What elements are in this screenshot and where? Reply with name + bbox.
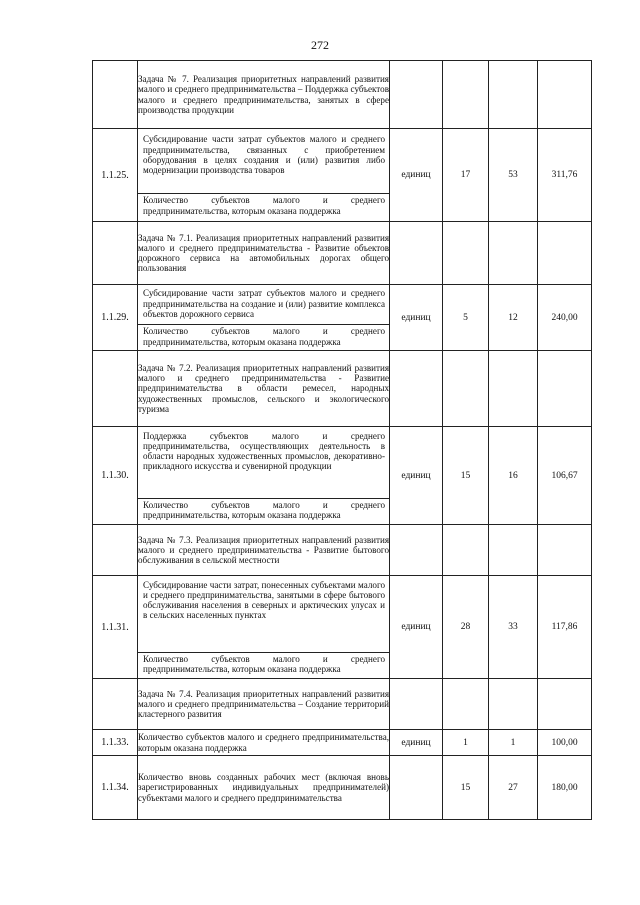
unit-cell: единиц — [390, 285, 443, 351]
unit-cell — [390, 756, 443, 820]
value-cell: 12 — [489, 285, 538, 351]
empty-cell — [538, 61, 592, 129]
value-cell: 240,00 — [538, 285, 592, 351]
indicator-text: Количество субъектов малого и среднего предпринимательства, которым оказана поддержка — [143, 653, 385, 674]
task-row — [93, 222, 592, 285]
indicator-text: Количество субъектов малого и среднего предпринимательства, которым оказана поддержка — [138, 730, 390, 756]
row-number: 1.1.34. — [93, 756, 138, 820]
empty-cell — [93, 679, 138, 730]
measure-text: Субсидирование части затрат субъектов малого и среднего предпринимательства, связанных с приобретением оборудования в целях создания и (или) развития либо модернизации производства товаров — [143, 134, 385, 175]
empty-cell — [443, 525, 489, 576]
measure-text-wrap — [138, 579, 389, 652]
page-number: 272 — [311, 38, 329, 52]
empty-cell — [489, 525, 538, 576]
value-cell: 106,67 — [538, 427, 592, 525]
indicator-row — [93, 427, 592, 525]
value-cell: 27 — [489, 756, 538, 820]
indicator-text-wrap — [138, 652, 389, 675]
measure-text-wrap — [138, 287, 389, 324]
task-row — [93, 351, 592, 427]
empty-cell — [538, 679, 592, 730]
measure-text: Поддержка субъектов малого и среднего предпринимательства, осуществляющих деятельность в области народных художественных промыслов, декоративно-прикладного искусства и сувенирной продукции — [143, 430, 385, 472]
value-cell: 33 — [489, 576, 538, 679]
indicator-row — [93, 756, 592, 820]
value-cell: 5 — [443, 285, 489, 351]
empty-cell — [489, 351, 538, 427]
value-cell: 15 — [443, 756, 489, 820]
row-number: 1.1.30. — [93, 427, 138, 525]
task-row — [93, 525, 592, 576]
indicator-text-wrap — [138, 193, 389, 216]
empty-cell — [93, 351, 138, 427]
row-number: 1.1.25. — [93, 129, 138, 222]
value-cell: 16 — [489, 427, 538, 525]
measure-cell — [138, 576, 390, 679]
indicator-row — [93, 576, 592, 679]
empty-cell — [489, 61, 538, 129]
value-cell: 1 — [443, 730, 489, 756]
empty-cell — [390, 61, 443, 129]
unit-cell: единиц — [390, 427, 443, 525]
empty-cell — [443, 222, 489, 285]
indicator-row — [93, 129, 592, 222]
task-title: Задача № 7. Реализация приоритетных направлений развития малого и среднего предпринимательства – Поддержка субъектов малого и среднего предпринимательства, занятых в сфере производства продукции — [138, 61, 390, 129]
task-title: Задача № 7.2. Реализация приоритетных направлений развития малого и среднего предпринимательства - Развитие предпринимательства в области ремесел, народных художественных промыслов, сельского и экологического туризма — [138, 351, 390, 427]
row-number: 1.1.29. — [93, 285, 138, 351]
indicator-text-wrap — [138, 498, 389, 521]
row-number: 1.1.33. — [93, 730, 138, 756]
indicators-table — [92, 60, 592, 820]
task-row — [93, 61, 592, 129]
task-title: Задача № 7.4. Реализация приоритетных направлений развития малого и среднего предпринимательства – Создание территорий кластерного развития — [138, 679, 390, 730]
task-row — [93, 679, 592, 730]
empty-cell — [390, 525, 443, 576]
empty-cell — [443, 61, 489, 129]
empty-cell — [390, 222, 443, 285]
empty-cell — [443, 679, 489, 730]
value-cell: 180,00 — [538, 756, 592, 820]
indicator-row — [93, 285, 592, 351]
empty-cell — [93, 525, 138, 576]
indicator-text-wrap — [138, 324, 389, 347]
indicator-text: Количество вновь созданных рабочих мест (включая вновь зарегистрированных индивидуальных предпринимателей) субъектами малого и среднего предпринимательства — [138, 756, 390, 820]
value-cell: 15 — [443, 427, 489, 525]
empty-cell — [538, 525, 592, 576]
value-cell: 1 — [489, 730, 538, 756]
measure-text-wrap — [138, 430, 389, 498]
empty-cell — [93, 222, 138, 285]
measure-text: Субсидирование части затрат, понесенных субъектами малого и среднего предпринимательства, занятыми в сфере бытового обслуживания населения в северных и арктических улусах и в сельских населенных пунктах — [143, 579, 385, 621]
empty-cell — [443, 351, 489, 427]
value-cell: 117,86 — [538, 576, 592, 679]
unit-cell: единиц — [390, 576, 443, 679]
indicator-row — [93, 730, 592, 756]
indicator-text: Количество субъектов малого и среднего предпринимательства, которым оказана поддержка — [143, 326, 385, 347]
task-title: Задача № 7.1. Реализация приоритетных направлений развития малого и среднего предпринимательства - Развитие объектов дорожного сервиса на автомобильных дорогах общего пользования — [138, 222, 390, 285]
measure-text: Субсидирование части затрат субъектов малого и среднего предпринимательства на создание и (или) развитие комплекса объектов дорожного сервиса — [143, 288, 385, 319]
empty-cell — [538, 351, 592, 427]
empty-cell — [489, 679, 538, 730]
unit-cell: единиц — [390, 730, 443, 756]
measure-cell — [138, 427, 390, 525]
empty-cell — [390, 679, 443, 730]
row-number: 1.1.31. — [93, 576, 138, 679]
value-cell: 53 — [489, 129, 538, 222]
empty-cell — [538, 222, 592, 285]
task-title: Задача № 7.3. Реализация приоритетных направлений развития малого и среднего предпринимательства - Развитие бытового обслуживания в сельской местности — [138, 525, 390, 576]
value-cell: 17 — [443, 129, 489, 222]
unit-cell: единиц — [390, 129, 443, 222]
value-cell: 28 — [443, 576, 489, 679]
empty-cell — [93, 61, 138, 129]
value-cell: 100,00 — [538, 730, 592, 756]
empty-cell — [489, 222, 538, 285]
indicator-text: Количество субъектов малого и среднего предпринимательства, которым оказана поддержка — [143, 499, 385, 520]
empty-cell — [390, 351, 443, 427]
measure-cell — [138, 285, 390, 351]
measure-cell — [138, 129, 390, 222]
value-cell: 311,76 — [538, 129, 592, 222]
measure-text-wrap — [138, 133, 389, 193]
indicator-text: Количество субъектов малого и среднего предпринимательства, которым оказана поддержка — [143, 195, 385, 216]
